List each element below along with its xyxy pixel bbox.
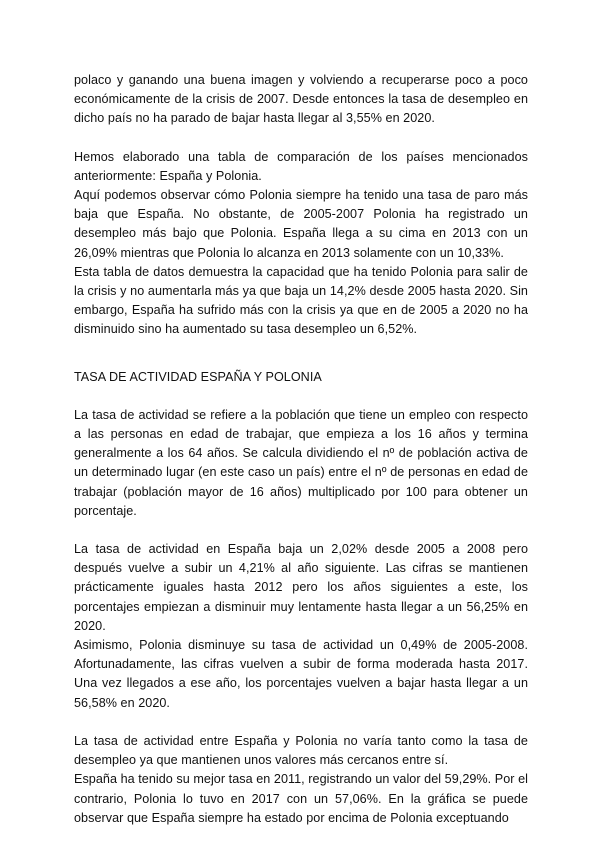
paragraph-poland-spain-observation: Aquí podemos observar cómo Polonia siempre ha tenido una tasa de paro más baja que España. No obstante, de 2005-2007 Polonia ha registrado un desempleo más bajo que Polonia. España llega a su cima en 2013 con un 26,09% mientras que Polonia lo alcanza en 2013 solamente con un 10,33%.: [74, 188, 528, 260]
section-spacer: [74, 340, 528, 368]
paragraph-comparison-table: Hemos elaborado una tabla de comparación de los países mencionados anteriormente: España y Polonia.: [74, 149, 528, 183]
paragraph-spacer: [74, 713, 528, 732]
paragraph-spacer: [74, 129, 528, 148]
section-heading-activity-rate: TASA DE ACTIVIDAD ESPAÑA Y POLONIA: [74, 369, 322, 384]
paragraph-activity-rate-comparison: La tasa de actividad entre España y Polonia no varía tanto como la tasa de desempleo ya que mantienen unos valores más cercanos entre sí.: [74, 733, 528, 768]
paragraph-unemployment-poland-intro: polaco y ganando una buena imagen y volviendo a recuperarse poco a poco económicamente de la crisis de 2007. Desde entonces la tasa de desempleo en dicho país no ha parado de bajar hasta llegar al 3,55% en 2020.: [74, 73, 528, 126]
paragraph-activity-rate-definition: La tasa de actividad se refiere a la población que tiene un empleo con respecto a las personas en edad de trabajar, que empieza a los 16 años y termina generalmente a los 64 años. Se calcula dividiendo el nº de población activa de un determinado lugar (en este caso un país) entre el nº de personas en edad de trabajar (población mayor de 16 años) multiplicado por 100 para obtener un porcentaje.: [74, 407, 528, 518]
paragraph-spacer: [74, 521, 528, 540]
paragraph-crisis-recovery: Esta tabla de datos demuestra la capacidad que ha tenido Polonia para salir de la crisis y no aumentarla más ya que baja un 14,2% desde 2005 hasta 2020. Sin embargo, España ha sufrido más con la crisis ya que en de 2005 a 2020 no ha disminuido sino ha aumentado su tasa desempleo un 6,52%.: [74, 264, 528, 337]
paragraph-best-rates: España ha tenido su mejor tasa en 2011, registrando un valor del 59,29%. Por el contrario, Polonia lo tuvo en 2017 con un 57,06%. En la gráfica se puede observar que España siempre ha estado por encima de Polonia exceptuando: [74, 772, 528, 825]
paragraph-poland-activity-rate: Asimismo, Polonia disminuye su tasa de actividad un 0,49% de 2005-2008. Afortunadamente, las cifras vuelven a subir de forma moderada hasta 2017. Una vez llegados a ese año, los porcentajes vuelven a bajar hasta llegar a un 56,58% en 2020.: [74, 638, 528, 710]
paragraph-spacer: [74, 387, 528, 406]
paragraph-spain-activity-rate: La tasa de actividad en España baja un 2,02% desde 2005 a 2008 pero después vuelve a subir un 4,21% al año siguiente. Las cifras se mantienen prácticamente iguales hasta 2012 pero los años siguientes a este, los porcentajes empiezan a disminuir muy lentamente hasta llegar a un 56,25% en 2020.: [74, 542, 528, 633]
document-body: [74, 71, 528, 828]
